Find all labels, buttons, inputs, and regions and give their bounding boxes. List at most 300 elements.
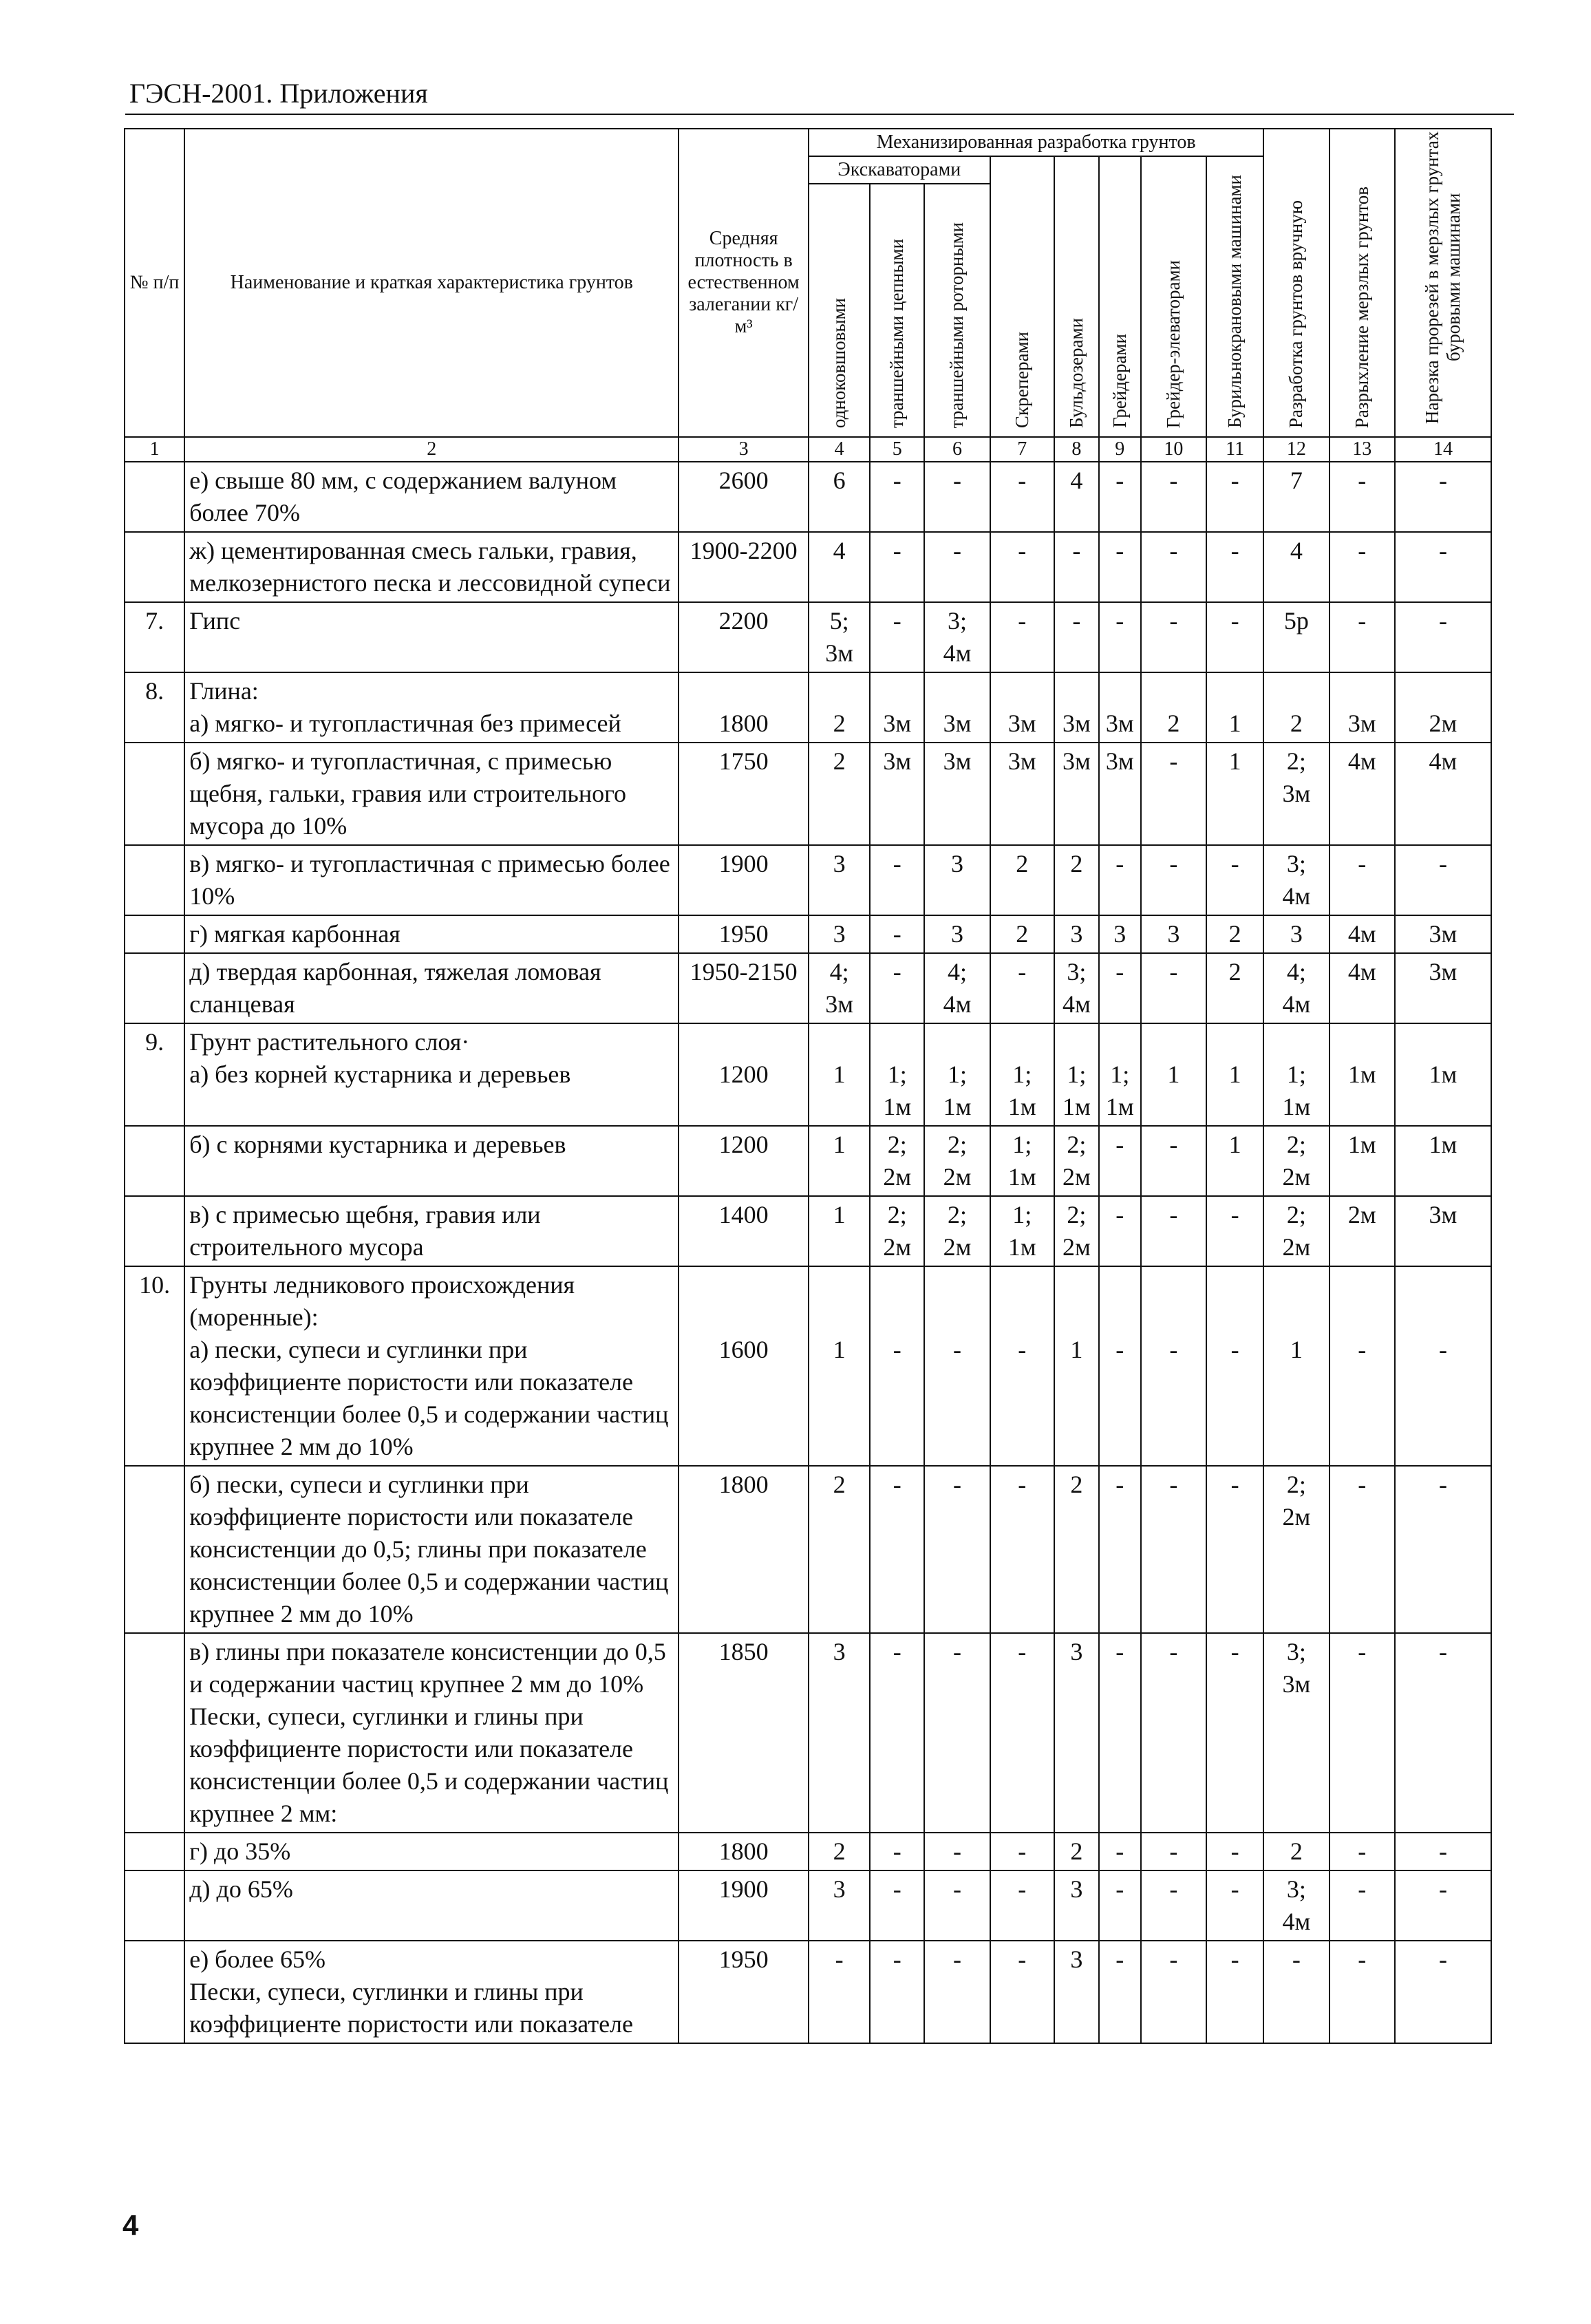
group-value-col12: 3; 4м [1263, 1870, 1329, 1941]
row-number [125, 1633, 184, 1833]
group-value-col4: - [809, 1941, 870, 2043]
row-number [125, 532, 184, 602]
row-number: 8. [125, 672, 184, 743]
group-value-col9: - [1099, 1466, 1141, 1633]
group-value-col12: 3; 3м [1263, 1633, 1329, 1833]
header-c13 [1330, 129, 1395, 437]
group-value-col7: 1; 1м [990, 1126, 1054, 1196]
soil-name: е) свыше 80 мм, с содержанием валуном более 70% [184, 462, 679, 532]
group-value-col5: - [870, 532, 924, 602]
group-value-col9: - [1099, 602, 1141, 672]
group-value-col12: 2 [1263, 672, 1329, 743]
group-value-col5: - [870, 1466, 924, 1633]
density-value: 1850 [679, 1633, 809, 1833]
density-value: 1800 [679, 672, 809, 743]
group-value-col11: - [1206, 1196, 1263, 1266]
density-value: 1950 [679, 1941, 809, 2043]
table-row [125, 1266, 1491, 1466]
group-value-col6: - [924, 1633, 990, 1833]
row-number: 9. [125, 1023, 184, 1126]
row-number [125, 1126, 184, 1196]
soil-name: в) с примесью щебня, гравия или строительного мусора [184, 1196, 679, 1266]
group-value-col4: 3 [809, 1870, 870, 1941]
density-value: 1800 [679, 1833, 809, 1870]
group-value-col13: - [1330, 1266, 1395, 1466]
group-value-col11: - [1206, 1633, 1263, 1833]
table-row [125, 953, 1491, 1023]
group-value-col4: 2 [809, 743, 870, 845]
group-value-col7: - [990, 1941, 1054, 2043]
group-value-col8: 2; 2м [1054, 1126, 1099, 1196]
group-value-col6: 3м [924, 743, 990, 845]
group-value-col4: 1 [809, 1196, 870, 1266]
group-value-col8: 3м [1054, 743, 1099, 845]
header-c14 [1395, 129, 1491, 437]
row-number [125, 1466, 184, 1633]
column-number: 3 [679, 437, 809, 462]
group-value-col13: - [1330, 462, 1395, 532]
header-c8-text: Бульдозерами [1065, 318, 1087, 428]
header-c5 [870, 184, 924, 437]
row-number: 7. [125, 602, 184, 672]
row-number [125, 743, 184, 845]
group-value-col5: - [870, 845, 924, 915]
group-value-col14: - [1395, 845, 1491, 915]
group-value-col11: - [1206, 845, 1263, 915]
group-value-col11: - [1206, 1833, 1263, 1870]
density-value: 1900 [679, 1870, 809, 1941]
group-value-col10: - [1141, 1833, 1206, 1870]
group-value-col6: - [924, 532, 990, 602]
page-number: 4 [122, 2209, 139, 2241]
header-c6 [924, 184, 990, 437]
density-value: 1200 [679, 1023, 809, 1126]
group-value-col12: 5р [1263, 602, 1329, 672]
column-number: 12 [1263, 437, 1329, 462]
column-number: 5 [870, 437, 924, 462]
soil-name: г) до 35% [184, 1833, 679, 1870]
header-c6-text: траншейными роторными [946, 222, 968, 428]
group-value-col6: 2; 2м [924, 1126, 990, 1196]
group-value-col7: - [990, 1870, 1054, 1941]
header-density: Средняя плотность в естественном залегании кг/м³ [679, 129, 809, 437]
soil-table [124, 128, 1492, 2044]
column-number: 8 [1054, 437, 1099, 462]
group-value-col13: - [1330, 1633, 1395, 1833]
group-value-col13: - [1330, 1941, 1395, 2043]
table-row [125, 1870, 1491, 1941]
group-value-col14: - [1395, 1870, 1491, 1941]
group-value-col4: 1 [809, 1266, 870, 1466]
group-value-col14: 3м [1395, 915, 1491, 953]
group-value-col12: 4; 4м [1263, 953, 1329, 1023]
group-value-col6: 4; 4м [924, 953, 990, 1023]
group-value-col11: 1 [1206, 743, 1263, 845]
group-value-col11: - [1206, 462, 1263, 532]
group-value-col13: - [1330, 845, 1395, 915]
title-rule [125, 114, 1514, 115]
group-value-col9: 3м [1099, 672, 1141, 743]
table-row [125, 1023, 1491, 1126]
group-value-col12: - [1263, 1941, 1329, 2043]
density-value: 1200 [679, 1126, 809, 1196]
table-row [125, 1466, 1491, 1633]
row-number [125, 915, 184, 953]
group-value-col5: - [870, 1633, 924, 1833]
group-value-col14: - [1395, 462, 1491, 532]
group-value-col8: 2 [1054, 845, 1099, 915]
soil-name: д) до 65% [184, 1870, 679, 1941]
group-value-col13: 1м [1330, 1023, 1395, 1126]
group-value-col13: - [1330, 1833, 1395, 1870]
group-value-col14: - [1395, 1833, 1491, 1870]
group-value-col10: - [1141, 1196, 1206, 1266]
table-row [125, 462, 1491, 532]
group-value-col12: 2; 3м [1263, 743, 1329, 845]
density-value: 2200 [679, 602, 809, 672]
group-value-col5: 3м [870, 672, 924, 743]
soil-name: б) пески, супеси и суглинки при коэффициенте пористости или показателе консистенции до 0,5; глины при показателе консистенции более 0,5 и содержании частиц крупнее 2 мм до 10% [184, 1466, 679, 1633]
header-c8 [1054, 156, 1099, 437]
header-c11 [1206, 156, 1263, 437]
group-value-col9: 3 [1099, 915, 1141, 953]
group-value-col8: 1; 1м [1054, 1023, 1099, 1126]
group-value-col10: - [1141, 845, 1206, 915]
group-value-col12: 4 [1263, 532, 1329, 602]
group-value-col5: 1; 1м [870, 1023, 924, 1126]
header-c7-text: Скреперами [1011, 331, 1032, 428]
group-value-col9: - [1099, 845, 1141, 915]
group-value-col9: - [1099, 1870, 1141, 1941]
group-value-col6: - [924, 1941, 990, 2043]
group-value-col9: - [1099, 1266, 1141, 1466]
group-value-col8: - [1054, 602, 1099, 672]
group-value-col10: 1 [1141, 1023, 1206, 1126]
table-row [125, 602, 1491, 672]
group-value-col13: 3м [1330, 672, 1395, 743]
row-number: 10. [125, 1266, 184, 1466]
header-c9 [1099, 156, 1141, 437]
group-value-col10: - [1141, 1941, 1206, 2043]
header-c4-text: одноковшовыми [829, 297, 850, 428]
group-value-col5: - [870, 462, 924, 532]
group-value-col4: 3 [809, 1633, 870, 1833]
group-value-col10: - [1141, 1870, 1206, 1941]
row-number [125, 845, 184, 915]
table-row [125, 1833, 1491, 1870]
group-value-col11: - [1206, 1266, 1263, 1466]
density-value: 2600 [679, 462, 809, 532]
group-value-col12: 2; 2м [1263, 1466, 1329, 1633]
group-value-col12: 1; 1м [1263, 1023, 1329, 1126]
soil-name: г) мягкая карбонная [184, 915, 679, 953]
header-c13-text: Разрыхление мерзлых грунтов [1351, 186, 1372, 428]
table-row [125, 532, 1491, 602]
group-value-col9: - [1099, 1833, 1141, 1870]
group-value-col13: 4м [1330, 915, 1395, 953]
group-value-col11: - [1206, 532, 1263, 602]
row-number [125, 1833, 184, 1870]
column-number: 6 [924, 437, 990, 462]
header-num: № п/п [125, 129, 184, 437]
group-value-col14: 1м [1395, 1126, 1491, 1196]
group-value-col9: - [1099, 1941, 1141, 2043]
group-value-col9: - [1099, 1633, 1141, 1833]
density-value: 1600 [679, 1266, 809, 1466]
row-number [125, 1941, 184, 2043]
group-value-col11: 2 [1206, 915, 1263, 953]
group-value-col6: 3м [924, 672, 990, 743]
group-value-col5: - [870, 602, 924, 672]
table-row [125, 743, 1491, 845]
group-value-col7: 1; 1м [990, 1023, 1054, 1126]
soil-name: Грунт растительного слоя· а) без корней кустарника и деревьев [184, 1023, 679, 1126]
group-value-col11: - [1206, 1941, 1263, 2043]
group-value-col7: 2 [990, 915, 1054, 953]
column-number: 7 [990, 437, 1054, 462]
group-value-col4: 4 [809, 532, 870, 602]
density-value: 1800 [679, 1466, 809, 1633]
table-row [125, 1941, 1491, 2043]
column-number: 4 [809, 437, 870, 462]
group-value-col8: 3 [1054, 1870, 1099, 1941]
group-value-col10: - [1141, 532, 1206, 602]
group-value-col8: 2 [1054, 1833, 1099, 1870]
soil-name: е) более 65% Пески, супеси, суглинки и глины при коэффициенте пористости или показателе [184, 1941, 679, 2043]
group-value-col10: - [1141, 1466, 1206, 1633]
group-value-col7: - [990, 1466, 1054, 1633]
group-value-col4: 2 [809, 672, 870, 743]
header-c11-text: Бурильнокрановыми машинами [1224, 175, 1246, 428]
header-c4 [809, 184, 870, 437]
row-number [125, 1196, 184, 1266]
group-value-col11: 1 [1206, 672, 1263, 743]
header-c10 [1141, 156, 1206, 437]
group-value-col5: 2; 2м [870, 1126, 924, 1196]
table-row [125, 1633, 1491, 1833]
table-row [125, 1196, 1491, 1266]
group-value-col6: - [924, 1870, 990, 1941]
group-value-col13: 4м [1330, 953, 1395, 1023]
density-value: 1950 [679, 915, 809, 953]
group-value-col10: - [1141, 743, 1206, 845]
group-value-col6: - [924, 462, 990, 532]
group-value-col4: 4; 3м [809, 953, 870, 1023]
header-mech-group: Механизированная разработка грунтов [809, 129, 1263, 156]
group-value-col12: 2 [1263, 1833, 1329, 1870]
group-value-col11: 1 [1206, 1126, 1263, 1196]
group-value-col14: 1м [1395, 1023, 1491, 1126]
group-value-col4: 5; 3м [809, 602, 870, 672]
soil-name: в) глины при показателе консистенции до 0,5 и содержании частиц крупнее 2 мм до 10% Пески, супеси, суглинки и глины при коэффициенте пористости или показателе консистенции более 0,5 и содержании частиц крупнее 2 мм: [184, 1633, 679, 1833]
group-value-col9: - [1099, 1196, 1141, 1266]
group-value-col14: - [1395, 1941, 1491, 2043]
group-value-col6: 2; 2м [924, 1196, 990, 1266]
group-value-col4: 3 [809, 845, 870, 915]
group-value-col8: 3; 4м [1054, 953, 1099, 1023]
group-value-col5: 2; 2м [870, 1196, 924, 1266]
soil-name: ж) цементированная смесь гальки, гравия, мелкозернистого песка и лессовидной супеси [184, 532, 679, 602]
group-value-col6: - [924, 1266, 990, 1466]
group-value-col8: 3 [1054, 1633, 1099, 1833]
header-c7 [990, 156, 1054, 437]
group-value-col8: 2 [1054, 1466, 1099, 1633]
group-value-col4: 2 [809, 1466, 870, 1633]
group-value-col7: - [990, 1633, 1054, 1833]
group-value-col13: - [1330, 532, 1395, 602]
group-value-col12: 1 [1263, 1266, 1329, 1466]
column-number: 14 [1395, 437, 1491, 462]
group-value-col9: 1; 1м [1099, 1023, 1141, 1126]
group-value-col5: - [870, 1941, 924, 2043]
group-value-col7: - [990, 1833, 1054, 1870]
group-value-col7: - [990, 532, 1054, 602]
table-row [125, 672, 1491, 743]
group-value-col14: - [1395, 1466, 1491, 1633]
group-value-col7: - [990, 953, 1054, 1023]
group-value-col10: - [1141, 462, 1206, 532]
group-value-col14: - [1395, 1266, 1491, 1466]
group-value-col5: - [870, 915, 924, 953]
group-value-col7: - [990, 1266, 1054, 1466]
group-value-col14: - [1395, 532, 1491, 602]
group-value-col8: 2; 2м [1054, 1196, 1099, 1266]
group-value-col11: - [1206, 1870, 1263, 1941]
soil-name: Глина: а) мягко- и тугопластичная без примесей [184, 672, 679, 743]
density-value: 1900-2200 [679, 532, 809, 602]
group-value-col13: 1м [1330, 1126, 1395, 1196]
group-value-col11: 1 [1206, 1023, 1263, 1126]
header-c14-text: Нарезка прорезей в мерзлых грунтах буровыми машинами [1421, 131, 1464, 424]
group-value-col12: 3 [1263, 915, 1329, 953]
density-value: 1750 [679, 743, 809, 845]
group-value-col14: 3м [1395, 1196, 1491, 1266]
group-value-col10: 2 [1141, 672, 1206, 743]
column-number: 13 [1330, 437, 1395, 462]
header-excav-group: Экскаваторами [809, 156, 990, 184]
group-value-col6: 1; 1м [924, 1023, 990, 1126]
row-number [125, 1870, 184, 1941]
group-value-col5: - [870, 1833, 924, 1870]
group-value-col14: 4м [1395, 743, 1491, 845]
group-value-col14: 3м [1395, 953, 1491, 1023]
page-title: ГЭСН-2001. Приложения [129, 78, 428, 109]
group-value-col7: 3м [990, 672, 1054, 743]
row-number [125, 953, 184, 1023]
table-row [125, 915, 1491, 953]
group-value-col8: 3 [1054, 1941, 1099, 2043]
group-value-col9: 3м [1099, 743, 1141, 845]
group-value-col5: - [870, 1266, 924, 1466]
soil-name: в) мягко- и тугопластичная с примесью более 10% [184, 845, 679, 915]
group-value-col14: - [1395, 602, 1491, 672]
group-value-col13: 4м [1330, 743, 1395, 845]
header-c5-text: траншейными цепными [886, 238, 908, 428]
group-value-col9: - [1099, 532, 1141, 602]
header-c12-text: Разработка грунтов вручную [1285, 200, 1307, 428]
group-value-col10: 3 [1141, 915, 1206, 953]
group-value-col12: 2; 2м [1263, 1126, 1329, 1196]
group-value-col11: - [1206, 1466, 1263, 1633]
soil-name: Гипс [184, 602, 679, 672]
group-value-col4: 6 [809, 462, 870, 532]
group-value-col7: - [990, 602, 1054, 672]
group-value-col13: - [1330, 1466, 1395, 1633]
group-value-col10: - [1141, 1126, 1206, 1196]
group-value-col8: - [1054, 532, 1099, 602]
group-value-col13: - [1330, 1870, 1395, 1941]
density-value: 1950-2150 [679, 953, 809, 1023]
group-value-col5: - [870, 953, 924, 1023]
group-value-col8: 1 [1054, 1266, 1099, 1466]
group-value-col8: 3 [1054, 915, 1099, 953]
group-value-col14: - [1395, 1633, 1491, 1833]
group-value-col4: 2 [809, 1833, 870, 1870]
group-value-col10: - [1141, 602, 1206, 672]
group-value-col10: - [1141, 1266, 1206, 1466]
soil-name: б) мягко- и тугопластичная, с примесью щебня, гальки, гравия или строительного мусора до 10% [184, 743, 679, 845]
group-value-col4: 3 [809, 915, 870, 953]
table-row [125, 845, 1491, 915]
table-body [125, 437, 1491, 2043]
group-value-col12: 7 [1263, 462, 1329, 532]
column-number: 1 [125, 437, 184, 462]
group-value-col4: 1 [809, 1126, 870, 1196]
soil-name: б) с корнями кустарника и деревьев [184, 1126, 679, 1196]
soil-name: Грунты ледникового происхождения (моренные): а) пески, супеси и суглинки при коэффициенте пористости или показателе консистенции более 0,5 и содержании частиц крупнее 2 мм до 10% [184, 1266, 679, 1466]
group-value-col6: - [924, 1833, 990, 1870]
group-value-col10: - [1141, 953, 1206, 1023]
row-number [125, 462, 184, 532]
group-value-col9: - [1099, 1126, 1141, 1196]
column-number: 10 [1141, 437, 1206, 462]
header-c9-text: Грейдерами [1109, 334, 1130, 428]
group-value-col7: 3м [990, 743, 1054, 845]
column-number: 2 [184, 437, 679, 462]
density-value: 1900 [679, 845, 809, 915]
soil-name: д) твердая карбонная, тяжелая ломовая сланцевая [184, 953, 679, 1023]
group-value-col8: 3м [1054, 672, 1099, 743]
group-value-col8: 4 [1054, 462, 1099, 532]
group-value-col12: 3; 4м [1263, 845, 1329, 915]
column-number-row [125, 437, 1491, 462]
table-row [125, 1126, 1491, 1196]
column-number: 9 [1099, 437, 1141, 462]
header-name: Наименование и краткая характеристика грунтов [184, 129, 679, 437]
group-value-col7: 1; 1м [990, 1196, 1054, 1266]
group-value-col10: - [1141, 1633, 1206, 1833]
group-value-col6: 3 [924, 845, 990, 915]
group-value-col11: - [1206, 602, 1263, 672]
group-value-col5: - [870, 1870, 924, 1941]
group-value-col6: 3 [924, 915, 990, 953]
group-value-col12: 2; 2м [1263, 1196, 1329, 1266]
group-value-col11: 2 [1206, 953, 1263, 1023]
density-value: 1400 [679, 1196, 809, 1266]
group-value-col6: 3; 4м [924, 602, 990, 672]
column-number: 11 [1206, 437, 1263, 462]
group-value-col9: - [1099, 462, 1141, 532]
header-c10-text: Грейдер-элеваторами [1162, 259, 1184, 428]
group-value-col13: - [1330, 602, 1395, 672]
group-value-col13: 2м [1330, 1196, 1395, 1266]
group-value-col5: 3м [870, 743, 924, 845]
group-value-col7: - [990, 462, 1054, 532]
group-value-col6: - [924, 1466, 990, 1633]
group-value-col4: 1 [809, 1023, 870, 1126]
group-value-col14: 2м [1395, 672, 1491, 743]
group-value-col7: 2 [990, 845, 1054, 915]
